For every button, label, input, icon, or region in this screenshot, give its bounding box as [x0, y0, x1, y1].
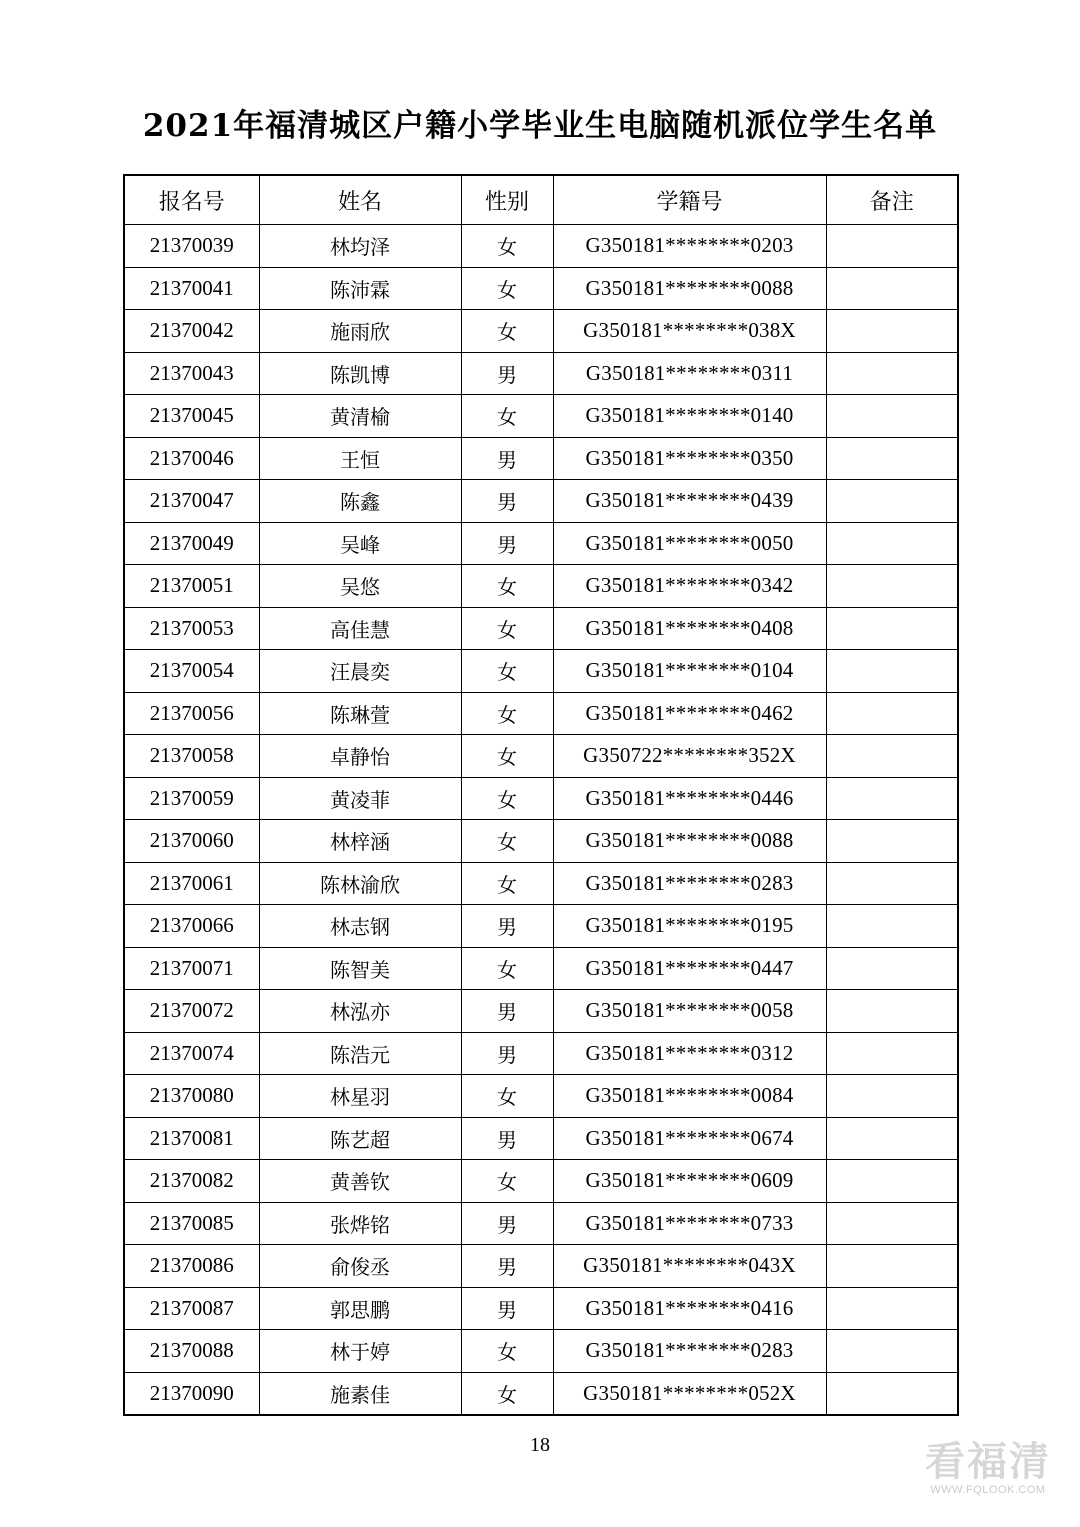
cell-student-id: G350181********038X: [553, 310, 826, 353]
table-row: [124, 1075, 958, 1118]
cell-remarks: [826, 225, 958, 268]
table-row: [124, 1202, 958, 1245]
cell-student-id: G350181********043X: [553, 1245, 826, 1288]
cell-student-id: G350181********0195: [553, 905, 826, 948]
table-row: [124, 607, 958, 650]
cell-remarks: [826, 1372, 958, 1415]
header-student-id: 学籍号: [553, 175, 826, 225]
cell-student-id: G350181********0462: [553, 692, 826, 735]
cell-name: 卓静怡: [259, 735, 461, 778]
cell-registration-number: 21370066: [124, 905, 259, 948]
cell-registration-number: 21370042: [124, 310, 259, 353]
watermark-text: 看福清: [925, 1439, 1051, 1485]
cell-student-id: G350181********0446: [553, 777, 826, 820]
cell-registration-number: 21370059: [124, 777, 259, 820]
cell-remarks: [826, 310, 958, 353]
cell-remarks: [826, 1160, 958, 1203]
cell-gender: 女: [461, 947, 553, 990]
cell-student-id: G350181********0312: [553, 1032, 826, 1075]
student-roster-table: [123, 174, 959, 1416]
cell-gender: 女: [461, 267, 553, 310]
cell-registration-number: 21370060: [124, 820, 259, 863]
cell-student-id: G350181********0050: [553, 522, 826, 565]
cell-registration-number: 21370054: [124, 650, 259, 693]
cell-name: 陈艺超: [259, 1117, 461, 1160]
cell-gender: 女: [461, 692, 553, 735]
table-row: [124, 1287, 958, 1330]
cell-name: 林梓涵: [259, 820, 461, 863]
cell-gender: 男: [461, 1245, 553, 1288]
cell-registration-number: 21370039: [124, 225, 259, 268]
table-row: [124, 225, 958, 268]
table-header-row: [124, 175, 958, 225]
cell-name: 王恒: [259, 437, 461, 480]
cell-remarks: [826, 820, 958, 863]
cell-name: 陈浩元: [259, 1032, 461, 1075]
cell-gender: 女: [461, 1160, 553, 1203]
cell-student-id: G350181********0088: [553, 820, 826, 863]
header-registration-number: 报名号: [124, 175, 259, 225]
cell-name: 高佳慧: [259, 607, 461, 650]
cell-remarks: [826, 1245, 958, 1288]
page-title: 2021年福清城区户籍小学毕业生电脑随机派位学生名单: [142, 108, 938, 144]
cell-name: 施素佳: [259, 1372, 461, 1415]
cell-registration-number: 21370086: [124, 1245, 259, 1288]
cell-gender: 女: [461, 777, 553, 820]
cell-gender: 男: [461, 352, 553, 395]
cell-registration-number: 21370080: [124, 1075, 259, 1118]
cell-gender: 男: [461, 480, 553, 523]
cell-remarks: [826, 1330, 958, 1373]
cell-name: 林志钢: [259, 905, 461, 948]
cell-student-id: G350181********0203: [553, 225, 826, 268]
table-row: [124, 947, 958, 990]
table-row: [124, 735, 958, 778]
cell-student-id: G350181********0447: [553, 947, 826, 990]
watermark-url: WWW.FQLOOK.COM: [930, 1484, 1046, 1496]
cell-name: 俞俊丞: [259, 1245, 461, 1288]
cell-student-id: G350181********0283: [553, 1330, 826, 1373]
table-row: [124, 395, 958, 438]
cell-name: 林星羽: [259, 1075, 461, 1118]
cell-name: 陈智美: [259, 947, 461, 990]
table-row: [124, 1245, 958, 1288]
cell-registration-number: 21370045: [124, 395, 259, 438]
cell-name: 林泓亦: [259, 990, 461, 1033]
cell-student-id: G350181********0674: [553, 1117, 826, 1160]
cell-name: 郭思鹏: [259, 1287, 461, 1330]
cell-name: 黄清榆: [259, 395, 461, 438]
cell-student-id: G350181********0609: [553, 1160, 826, 1203]
cell-student-id: G350181********0140: [553, 395, 826, 438]
cell-gender: 女: [461, 650, 553, 693]
table-row: [124, 862, 958, 905]
table-row: [124, 480, 958, 523]
cell-registration-number: 21370056: [124, 692, 259, 735]
cell-student-id: G350181********0104: [553, 650, 826, 693]
cell-gender: 男: [461, 1032, 553, 1075]
cell-registration-number: 21370088: [124, 1330, 259, 1373]
cell-remarks: [826, 905, 958, 948]
cell-gender: 女: [461, 395, 553, 438]
cell-remarks: [826, 990, 958, 1033]
cell-gender: 女: [461, 565, 553, 608]
watermark-logo: [918, 1440, 1058, 1496]
cell-gender: 女: [461, 225, 553, 268]
table-row: [124, 1117, 958, 1160]
cell-gender: 女: [461, 607, 553, 650]
cell-registration-number: 21370047: [124, 480, 259, 523]
cell-student-id: G350181********0342: [553, 565, 826, 608]
cell-remarks: [826, 480, 958, 523]
cell-remarks: [826, 395, 958, 438]
cell-remarks: [826, 650, 958, 693]
header-name: 姓名: [259, 175, 461, 225]
table-row: [124, 820, 958, 863]
table-row: [124, 1032, 958, 1075]
cell-remarks: [826, 735, 958, 778]
cell-name: 陈琳萱: [259, 692, 461, 735]
cell-student-id: G350181********0283: [553, 862, 826, 905]
cell-name: 黄善钦: [259, 1160, 461, 1203]
cell-registration-number: 21370043: [124, 352, 259, 395]
cell-remarks: [826, 565, 958, 608]
cell-remarks: [826, 692, 958, 735]
table-row: [124, 267, 958, 310]
cell-remarks: [826, 437, 958, 480]
cell-registration-number: 21370058: [124, 735, 259, 778]
cell-gender: 男: [461, 905, 553, 948]
cell-remarks: [826, 522, 958, 565]
table-row: [124, 565, 958, 608]
cell-name: 施雨欣: [259, 310, 461, 353]
table-row: [124, 1372, 958, 1415]
cell-remarks: [826, 1117, 958, 1160]
table-row: [124, 437, 958, 480]
cell-remarks: [826, 352, 958, 395]
cell-student-id: G350181********0084: [553, 1075, 826, 1118]
cell-student-id: G350181********0058: [553, 990, 826, 1033]
table-row: [124, 692, 958, 735]
cell-remarks: [826, 267, 958, 310]
cell-gender: 男: [461, 990, 553, 1033]
cell-name: 汪晨奕: [259, 650, 461, 693]
cell-registration-number: 21370072: [124, 990, 259, 1033]
table-row: [124, 522, 958, 565]
table-row: [124, 990, 958, 1033]
cell-name: 林均泽: [259, 225, 461, 268]
cell-gender: 男: [461, 1287, 553, 1330]
table-row: [124, 352, 958, 395]
cell-registration-number: 21370081: [124, 1117, 259, 1160]
cell-name: 吴峰: [259, 522, 461, 565]
cell-registration-number: 21370046: [124, 437, 259, 480]
cell-gender: 男: [461, 437, 553, 480]
cell-remarks: [826, 1202, 958, 1245]
cell-name: 陈凯博: [259, 352, 461, 395]
cell-name: 张烨铭: [259, 1202, 461, 1245]
cell-remarks: [826, 1287, 958, 1330]
cell-registration-number: 21370061: [124, 862, 259, 905]
cell-gender: 男: [461, 1117, 553, 1160]
cell-registration-number: 21370074: [124, 1032, 259, 1075]
cell-name: 陈林渝欣: [259, 862, 461, 905]
cell-gender: 女: [461, 310, 553, 353]
cell-student-id: G350181********052X: [553, 1372, 826, 1415]
cell-remarks: [826, 947, 958, 990]
cell-registration-number: 21370053: [124, 607, 259, 650]
cell-name: 林于婷: [259, 1330, 461, 1373]
table-row: [124, 310, 958, 353]
cell-remarks: [826, 862, 958, 905]
table-row: [124, 905, 958, 948]
cell-gender: 女: [461, 1075, 553, 1118]
cell-remarks: [826, 607, 958, 650]
cell-registration-number: 21370051: [124, 565, 259, 608]
cell-gender: 男: [461, 522, 553, 565]
cell-student-id: G350181********0350: [553, 437, 826, 480]
table-row: [124, 777, 958, 820]
cell-registration-number: 21370082: [124, 1160, 259, 1203]
header-gender: 性别: [461, 175, 553, 225]
cell-name: 陈鑫: [259, 480, 461, 523]
cell-registration-number: 21370087: [124, 1287, 259, 1330]
cell-student-id: G350181********0311: [553, 352, 826, 395]
cell-remarks: [826, 1075, 958, 1118]
cell-student-id: G350181********0733: [553, 1202, 826, 1245]
cell-registration-number: 21370071: [124, 947, 259, 990]
cell-name: 黄凌菲: [259, 777, 461, 820]
cell-name: 吴悠: [259, 565, 461, 608]
page-number: 18: [530, 1434, 550, 1456]
cell-gender: 女: [461, 735, 553, 778]
cell-gender: 女: [461, 1330, 553, 1373]
cell-registration-number: 21370049: [124, 522, 259, 565]
cell-student-id: G350181********0088: [553, 267, 826, 310]
cell-gender: 女: [461, 862, 553, 905]
table-row: [124, 1330, 958, 1373]
cell-student-id: G350181********0416: [553, 1287, 826, 1330]
cell-student-id: G350181********0408: [553, 607, 826, 650]
cell-remarks: [826, 777, 958, 820]
cell-gender: 女: [461, 1372, 553, 1415]
cell-student-id: G350181********0439: [553, 480, 826, 523]
cell-student-id: G350722********352X: [553, 735, 826, 778]
cell-registration-number: 21370041: [124, 267, 259, 310]
cell-registration-number: 21370085: [124, 1202, 259, 1245]
cell-remarks: [826, 1032, 958, 1075]
cell-gender: 女: [461, 820, 553, 863]
table-row: [124, 1160, 958, 1203]
table-body: [124, 225, 958, 1416]
cell-name: 陈沛霖: [259, 267, 461, 310]
header-remarks: 备注: [826, 175, 958, 225]
cell-registration-number: 21370090: [124, 1372, 259, 1415]
cell-gender: 男: [461, 1202, 553, 1245]
table-row: [124, 650, 958, 693]
